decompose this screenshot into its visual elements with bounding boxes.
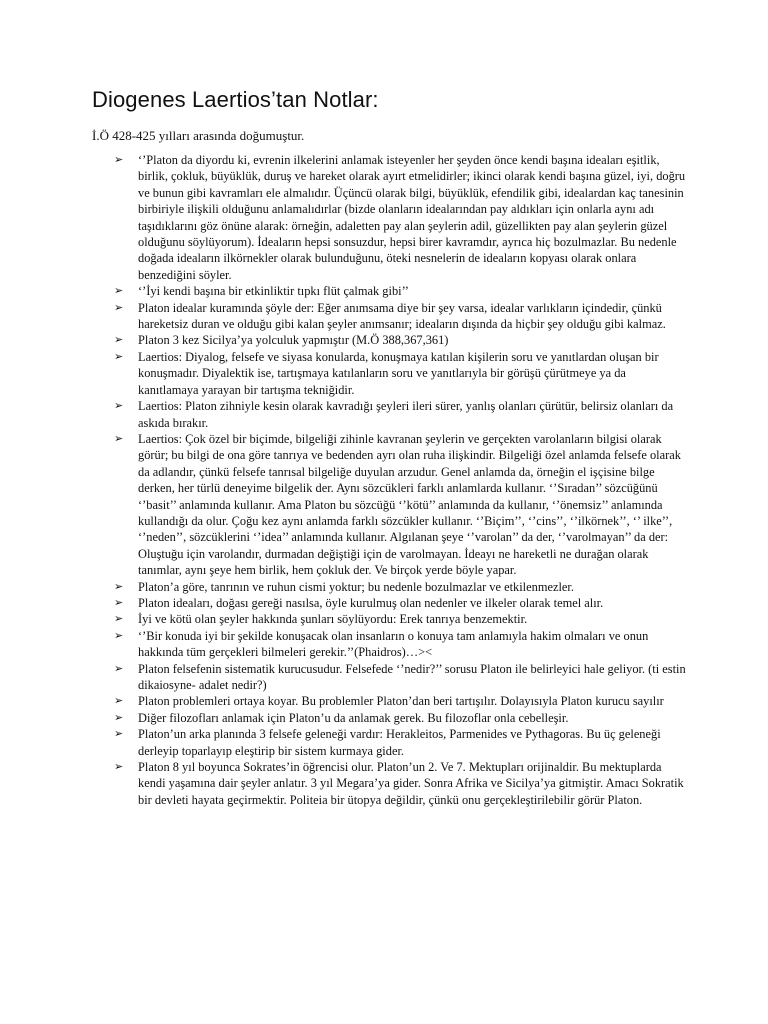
arrow-bullet-icon: ➢ (114, 760, 124, 774)
note-text: Laertios: Çok özel bir biçimde, bilgeliği zihinle kavranan şeylerin ve gerçekten varolanların bilgisi olarak görür; bu bilgi de ona göre tanrıya ve bedenden ayrı olan ruha ilişkindir. Bilgeliği özel anlamda felsefe olarak da adlandır, çünkü felsefe tanrısal bilgeliğe duyulan arzudur. Genel anlamda da, örneğin el işçisine bilge derken, her türlü deneyime bilgelik der. Aynı sözcükleri farklı anlamlarda kullanır. ‘’Sıradan’’ sözcüğünü ‘’basit’’ anlamında kullanır. Ama Platon bu sözcüğü ‘’kötü’’ anlamında da kullanır, ‘’önemsiz’’ anlamında kullandığı da olur. Çoğu kez aynı anlamda farklı sözcükler kullanır. ‘’Biçim’’, ‘’cins’’, ‘’ilkörnek’’, ‘’ ilke’’, ‘’neden’’, sözcüklerini ‘’idea’’ anlamında kullanır. Algılanan şeye ‘’varolan’’ da der, ‘’varolmayan’’ da der: Oluştuğu için varolandır, durmadan değiştiği için de varolmayan. İdeayı ne hareketli ne durağan olarak tanımlar, aynı şeye hem birlik, hem çokluk der. Ve birçok yerde böyle yapar. (138, 431, 681, 578)
page-title: Diogenes Laertios’tan Notlar: (92, 87, 379, 112)
arrow-bullet-icon: ➢ (114, 727, 124, 741)
note-item (114, 726, 688, 759)
notes-list (92, 152, 688, 808)
arrow-bullet-icon: ➢ (114, 579, 124, 593)
arrow-bullet-icon: ➢ (114, 300, 124, 314)
note-item (114, 611, 688, 627)
arrow-bullet-icon: ➢ (114, 595, 124, 609)
note-item (114, 431, 688, 579)
arrow-bullet-icon: ➢ (114, 661, 124, 675)
arrow-bullet-icon: ➢ (114, 612, 124, 626)
note-item (114, 595, 688, 611)
intro-line: İ.Ö 428-425 yılları arasında doğumuştur. (92, 128, 305, 143)
note-text: Platon 3 kez Sicilya’ya yolculuk yapmıştır (M.Ö 388,367,361) (138, 333, 449, 348)
note-text: ‘’İyi kendi başına bir etkinliktir tıpkı flüt çalmak gibi’’ (138, 284, 409, 299)
arrow-bullet-icon: ➢ (114, 628, 124, 642)
note-item (114, 152, 688, 283)
arrow-bullet-icon: ➢ (114, 333, 124, 347)
arrow-bullet-icon: ➢ (114, 710, 124, 724)
note-item (114, 628, 688, 661)
note-text: ‘’Platon da diyordu ki, evrenin ilkelerini anlamak isteyenler her şeyden önce kendi başına ideaları eşitlik, birlik, çokluk, büyüklük, duruş ve hareket olarak ayırt etmelidirler; ikinci olarak kendi başına güzel, iyi, doğru ve bunun gibi kavramları ele almalıdır. Üçüncü olarak bilgi, büyüklük, efendilik gibi, idealardan kaç tanesinin birbiriyle ilişkili olduğunu anlamalıdırlar (bizde olanların idealarından pay aldıkları için onlarla aynı adı taşıdıklarını göz önüne alarak: örneğin, adaletten pay alan şeylerin adil, güzellikten pay alan şeylerin güzel olduğunu söylüyorum). İdeaların hepsi sonsuzdur, hepsi birer kavramdır, ayrıca hiç bozulmazlar. Bu nedenle doğada ideaların ilkörnekler olarak bulunduğunu, öteki nesnelerin de ideaların kopyası olarak onlara benzediğini söyler. (138, 153, 686, 282)
arrow-bullet-icon: ➢ (114, 694, 124, 708)
note-text: Platon’a göre, tanrının ve ruhun cismi yoktur; bu nedenle bozulmazlar ve etkilenmezler. (138, 579, 574, 594)
arrow-bullet-icon: ➢ (114, 284, 124, 298)
note-text: Platon 8 yıl boyunca Sokrates’in öğrencisi olur. Platon’un 2. Ve 7. Mektupları orijinaldir. Bu mektuplarda kendi yaşamına dair şeyler anlatır. 3 yıl Megara’ya gider. Sonra Afrika ve Sicilya’ya gitmiştir. Amacı Sokratik bir devleti hayata geçirmektir. Politeia bir ütopya değildir, çünkü onu gerçekleştirilebilir görür Platon. (138, 760, 684, 807)
note-item (114, 300, 688, 333)
note-item (114, 693, 688, 709)
note-text: Platon ideaları, doğası gereği nasılsa, öyle kurulmuş olan nedenler ve ilkeler olarak temel alır. (138, 595, 604, 610)
arrow-bullet-icon: ➢ (114, 399, 124, 413)
note-text: Platon problemleri ortaya koyar. Bu problemler Platon’dan beri tartışılır. Dolayısıyla Platon kurucu sayılır (138, 694, 664, 709)
note-item (114, 398, 688, 431)
note-text: Platon idealar kuramında şöyle der: Eğer anımsama diye bir şey varsa, idealar varlıkların içindedir, çünkü hareketsiz duran ve olduğu gibi kalan şeyler anımsanır; ideaların dışında da hiçbir şey olduğu gibi kalmaz. (138, 300, 666, 332)
note-text: ‘’Bir konuda iyi bir şekilde konuşacak olan insanların o konuya tam anlamıyla hakim olmaları ve onun hakkında tüm gerçekleri bilmeleri gerekir.’’(Phaidros)…>< (138, 628, 649, 660)
note-text: Laertios: Diyalog, felsefe ve siyasa konularda, konuşmaya katılan kişilerin soru ve yanıtlardan oluşan bir konuşmadır. Diyalektik ise, tartışmaya katılanların soru ve yanıtlarıyla bir görüşü çürütmeye ya da kanıtlamaya yarayan bir tartışma tekniğidir. (138, 349, 659, 397)
note-text: Platon’un arka planında 3 felsefe geleneği vardır: Herakleitos, Parmenides ve Pythagoras. Bu üç geleneği derleyip toparlayıp eleştirip bir sistem kurmaya gider. (138, 727, 661, 758)
arrow-bullet-icon: ➢ (114, 349, 124, 363)
arrow-bullet-icon: ➢ (114, 431, 124, 445)
arrow-bullet-icon: ➢ (114, 153, 124, 166)
note-item (114, 579, 688, 595)
note-text: Platon felsefenin sistematik kurucusudur. Felsefede ‘’nedir?’’ sorusu Platon ile belirleyici hale geliyor. (ti estin dikaiosyne- adalet nedir?) (138, 661, 686, 692)
note-item (114, 332, 688, 348)
note-item (114, 283, 688, 299)
note-text: Diğer filozofları anlamak için Platon’u da anlamak gerek. Bu filozoflar onla cebelleşir. (138, 710, 569, 725)
note-text: İyi ve kötü olan şeyler hakkında şunları söylüyordu: Erek tanrıya benzemektir. (138, 612, 528, 627)
note-item (114, 349, 688, 398)
note-item (114, 661, 688, 694)
note-item (114, 710, 688, 726)
note-text: Laertios: Platon zihniyle kesin olarak kavradığı şeyleri ileri sürer, yanlış olanları çürütür, belirsiz olanları da askıda bırakır. (138, 399, 674, 430)
note-item (114, 759, 688, 808)
